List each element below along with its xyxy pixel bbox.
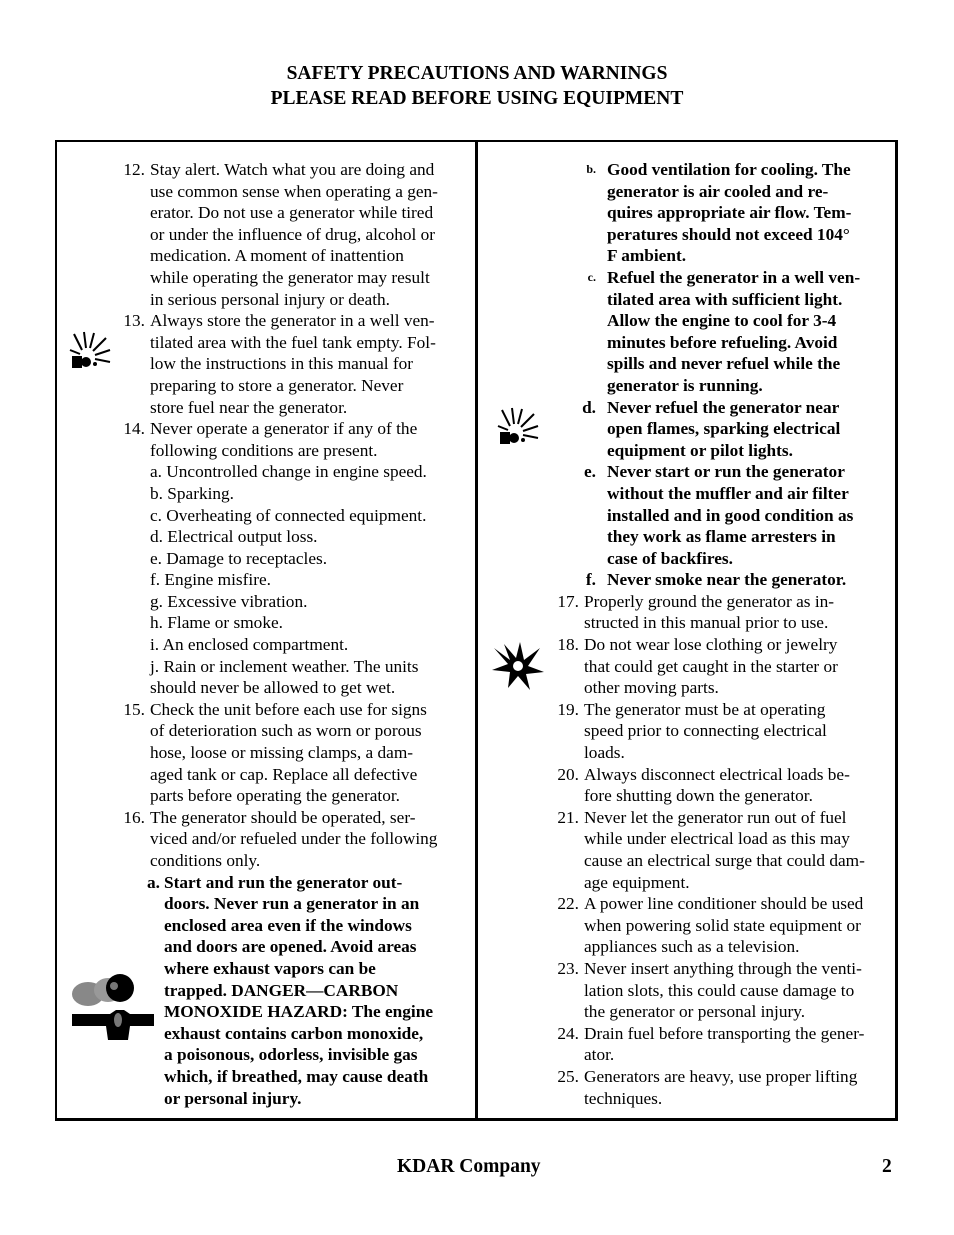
text-line: ator.	[584, 1045, 615, 1065]
text-line: where exhaust vapors can be	[164, 958, 376, 978]
item-text	[579, 634, 890, 699]
text-line: open flames, sparking electrical	[607, 419, 841, 439]
text-line: generator is air cooled and re-	[607, 181, 829, 201]
text-line: quires appropriate air flow. Tem-	[607, 203, 852, 223]
text-line: other moving parts.	[584, 678, 719, 698]
item-number: 21.	[557, 807, 579, 827]
condition-line: should never be allowed to get wet.	[150, 678, 396, 698]
list-item-14	[72, 418, 467, 699]
list-item-13	[72, 310, 467, 418]
text-line: generator is running.	[607, 375, 763, 395]
sub-item-c	[495, 267, 890, 397]
text-line: Never smoke near the generator.	[607, 570, 847, 590]
text-line: trapped. DANGER—CARBON	[164, 980, 399, 1000]
text-line: Never let the generator run out of fuel	[584, 807, 847, 827]
text-line: The generator should be operated, ser-	[150, 807, 416, 827]
condition-line: a. Uncontrolled change in engine speed.	[150, 462, 427, 482]
text-line: cause an electrical surge that could dam-	[584, 851, 865, 870]
text-line: parts before operating the generator.	[150, 786, 400, 806]
text-line: while under electrical load as this may	[584, 829, 850, 849]
sub-letter: c.	[587, 269, 596, 284]
item-number: 17.	[557, 591, 579, 611]
text-line: Never start or run the generator	[607, 462, 845, 482]
text-line: viced and/or refueled under the following	[150, 829, 438, 849]
condition-line: g. Excessive vibration.	[150, 591, 308, 611]
text-line: conditions only.	[150, 851, 261, 870]
explosion-hazard-icon	[496, 406, 540, 446]
sub-text	[607, 397, 890, 462]
text-line: Do not wear lose clothing or jewelry	[584, 635, 838, 655]
sub-item-b	[495, 159, 890, 267]
item-text	[145, 699, 467, 807]
column-divider	[475, 141, 478, 1121]
carbon-monoxide-hazard-icon	[70, 970, 156, 1042]
text-line: lation slots, this could cause damage to	[584, 980, 855, 1000]
text-line: age equipment.	[584, 872, 690, 892]
item-number: 20.	[557, 764, 579, 784]
text-line: Never operate a generator if any of the	[150, 419, 418, 439]
sub-item-d	[495, 397, 890, 462]
text-line: peratures should not exceed 104°	[607, 224, 850, 244]
item-number: 12.	[123, 160, 145, 179]
text-line: in serious personal injury or death.	[150, 289, 390, 309]
sub-letter: b.	[586, 162, 596, 176]
text-line: or under the influence of drug, alcohol or	[150, 224, 436, 244]
item-text	[579, 764, 890, 807]
condition-line: f. Engine misfire.	[150, 570, 271, 590]
text-line: the generator or personal injury.	[584, 1002, 806, 1022]
item-text	[579, 699, 890, 764]
item-number: 24.	[557, 1023, 579, 1043]
item-text	[579, 1066, 890, 1109]
item-number: 22.	[557, 894, 579, 914]
list-item-18	[495, 634, 890, 699]
text-line: of deterioration such as worn or porous	[150, 721, 422, 741]
text-line: Always store the generator in a well ven-	[150, 311, 435, 331]
text-line: without the muffler and air filter	[607, 483, 849, 503]
list-item-12	[72, 159, 467, 310]
text-line: structed in this manual prior to use.	[584, 613, 829, 633]
item-text	[145, 159, 467, 310]
item-text	[579, 807, 890, 893]
text-line: The generator must be at operating	[584, 699, 826, 719]
sub-letter: e.	[584, 462, 596, 482]
text-line: tilated area with sufficient light.	[607, 289, 843, 309]
text-line: when powering solid state equipment or	[584, 915, 861, 935]
text-line: installed and in good condition as	[607, 505, 854, 525]
item-number: 16.	[123, 807, 145, 827]
sub-text	[607, 159, 890, 267]
sub-item-e	[495, 461, 890, 569]
text-line: medication. A moment of inattention	[150, 246, 404, 266]
list-item-20	[495, 764, 890, 807]
text-line: Never insert anything through the venti-	[584, 958, 862, 978]
item-number: 18.	[557, 635, 579, 655]
list-item-16	[72, 807, 467, 872]
text-line: Start and run the generator out-	[164, 872, 403, 892]
text-line: erator. Do not use a generator while tired	[150, 203, 434, 223]
left-column	[72, 159, 467, 1109]
sub-text	[607, 267, 890, 397]
text-line: hose, loose or missing clamps, a dam-	[150, 743, 414, 763]
condition-line: j. Rain or inclement weather. The units	[150, 656, 419, 676]
text-line: and doors are opened. Avoid areas	[164, 937, 417, 957]
item-text	[579, 591, 890, 634]
item-number: 14.	[123, 419, 145, 439]
text-line: F ambient.	[607, 246, 687, 266]
text-line: which, if breathed, may cause death	[164, 1066, 429, 1086]
entanglement-hazard-icon	[490, 638, 548, 692]
text-line: doors. Never run a generator in an	[164, 894, 420, 914]
item-text	[579, 958, 890, 1023]
list-item-15	[72, 699, 467, 807]
list-item-25	[495, 1066, 890, 1109]
sub-item-f	[495, 569, 890, 591]
right-column	[495, 159, 890, 1109]
page-title-line1: SAFETY PRECAUTIONS AND WARNINGS	[286, 63, 668, 84]
item-number: 19.	[557, 699, 579, 719]
text-line: that could get caught in the starter or	[584, 656, 838, 676]
sub-text	[164, 872, 467, 1110]
item-number: 15.	[123, 699, 145, 719]
sub-letter: f.	[585, 570, 596, 590]
item-text	[145, 807, 467, 872]
page-title-line2: PLEASE READ BEFORE USING EQUIPMENT	[270, 88, 684, 109]
list-item-17	[495, 591, 890, 634]
sub-letter: a.	[147, 872, 160, 892]
text-line: case of backfires.	[607, 548, 733, 568]
text-line: preparing to store a generator. Never	[150, 375, 404, 395]
condition-line: e. Damage to receptacles.	[150, 548, 328, 568]
list-item-22	[495, 893, 890, 958]
text-line: Refuel the generator in a well ven-	[607, 267, 861, 287]
page-number: 2	[882, 1156, 892, 1177]
text-line: enclosed area even if the windows	[164, 915, 412, 935]
list-item-24	[495, 1023, 890, 1066]
text-line: equipment or pilot lights.	[607, 440, 793, 460]
sub-text	[607, 461, 890, 569]
condition-line: d. Electrical output loss.	[150, 527, 318, 547]
item-number: 25.	[557, 1066, 579, 1086]
text-line: tilated area with the fuel tank empty. Fol-	[150, 332, 436, 352]
text-line: Never refuel the generator near	[607, 397, 840, 417]
text-line: spills and never refuel while the	[607, 354, 841, 374]
item-text	[145, 418, 467, 699]
text-line: Properly ground the generator as in-	[584, 591, 835, 611]
text-line: Allow the engine to cool for 3-4	[607, 311, 837, 331]
text-line: Good ventilation for cooling. The	[607, 160, 851, 179]
explosion-hazard-icon	[68, 330, 112, 370]
text-line: use common sense when operating a gen-	[150, 181, 438, 201]
text-line: a poisonous, odorless, invisible gas	[164, 1045, 418, 1065]
sub-letter: d.	[582, 397, 596, 417]
text-line: or personal injury.	[164, 1088, 302, 1108]
text-line: following conditions are present.	[150, 440, 378, 460]
condition-line: h. Flame or smoke.	[150, 613, 283, 633]
text-line: MONOXIDE HAZARD: The engine	[164, 1002, 433, 1022]
text-line: aged tank or cap. Replace all defective	[150, 764, 418, 784]
text-line: Drain fuel before transporting the gener-	[584, 1023, 865, 1043]
condition-line: i. An enclosed compartment.	[150, 635, 349, 655]
text-line: loads.	[584, 743, 625, 763]
text-line: while operating the generator may result	[150, 267, 430, 287]
sub-text	[607, 569, 890, 591]
condition-line: c. Overheating of connected equipment.	[150, 505, 427, 525]
condition-line: b. Sparking.	[150, 483, 235, 503]
text-line: A power line conditioner should be used	[584, 894, 864, 914]
text-line: exhaust contains carbon monoxide,	[164, 1023, 424, 1043]
text-line: store fuel near the generator.	[150, 397, 348, 417]
text-line: Always disconnect electrical loads be-	[584, 764, 850, 784]
list-item-19	[495, 699, 890, 764]
text-line: Stay alert. Watch what you are doing and	[150, 160, 435, 179]
item-number: 23.	[557, 958, 579, 978]
text-line: techniques.	[584, 1088, 663, 1108]
list-item-23	[495, 958, 890, 1023]
list-item-21	[495, 807, 890, 893]
item-text	[579, 893, 890, 958]
text-line: low the instructions in this manual for	[150, 354, 414, 374]
item-number: 13.	[123, 311, 145, 331]
text-line: they work as flame arresters in	[607, 527, 836, 547]
footer-company: KDAR Company	[397, 1156, 541, 1177]
text-line: Generators are heavy, use proper lifting	[584, 1066, 858, 1086]
text-line: fore shutting down the generator.	[584, 786, 813, 806]
text-line: minutes before refueling. Avoid	[607, 332, 838, 352]
text-line: appliances such as a television.	[584, 937, 800, 957]
text-line: speed prior to connecting electrical	[584, 721, 827, 741]
item-text	[579, 1023, 890, 1066]
text-line: Check the unit before each use for signs	[150, 699, 427, 719]
item-text	[145, 310, 467, 418]
